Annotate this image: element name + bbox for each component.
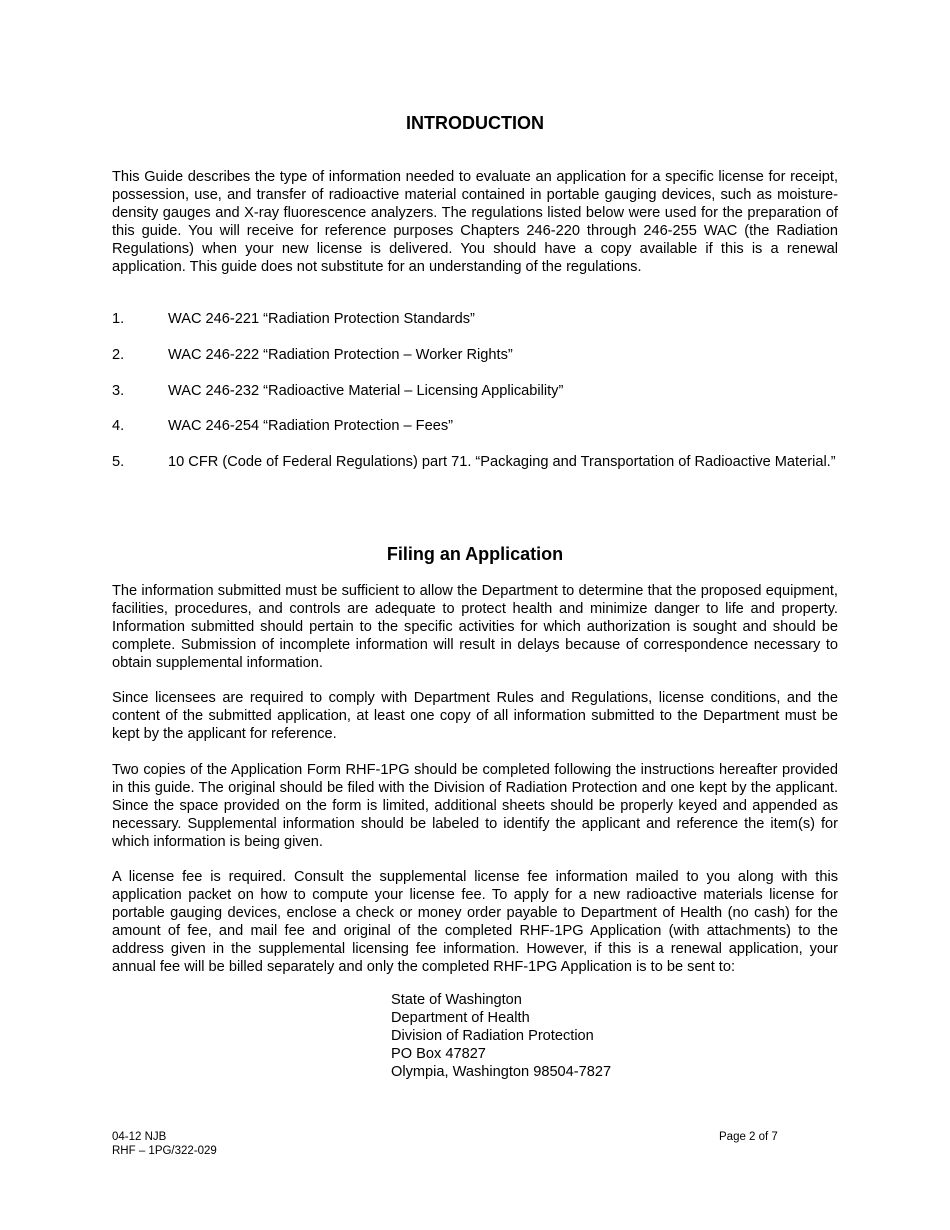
address-line: Olympia, Washington 98504-7827 <box>391 1063 612 1080</box>
list-item-number: 1. <box>112 311 125 327</box>
mailing-address <box>391 992 611 1082</box>
list-item <box>112 311 838 329</box>
footer-code-line: RHF – 1PG/322-029 <box>112 1145 217 1157</box>
list-item <box>112 347 838 365</box>
list-item-text: WAC 246-221 “Radiation Protection Standards” <box>168 311 475 327</box>
address-line: Department of Health <box>391 1009 530 1026</box>
list-item-text: WAC 246-254 “Radiation Protection – Fees” <box>168 418 453 435</box>
list-item-number: 5. <box>112 454 125 471</box>
filing-heading: Filing an Application <box>386 544 564 564</box>
page-number: Page 2 of 7 <box>719 1131 778 1143</box>
filing-paragraph-sufficiency: The information submitted must be sufficient to allow the Department to determine that the proposed equipment, facilities, procedures, and controls are adequate to protect health and minimize danger to life and property. Information submitted should pertain to the specific activities for which authorization is sought and should be complete. Submission of incomplete information will result in delays because of correspondence necessary to obtain supplemental information. <box>112 583 838 671</box>
introduction-paragraph: This Guide describes the type of information needed to evaluate an application for a specific license for receipt, possession, use, and transfer of radioactive material contained in portable gauging devices, such as moisture-density gauges and X-ray fluorescence analyzers. The regulations listed below were used for the preparation of this guide. You will receive for reference purposes Chapters 246-220 through 246-255 WAC (the Radiation Regulations) when your new license is delivered. You should have a copy available if this is a renewal application. This guide does not substitute for an understanding of the regulations. <box>112 169 838 275</box>
list-item <box>112 418 838 436</box>
list-item-text: WAC 246-232 “Radioactive Material – Licensing Applicability” <box>168 382 564 399</box>
footer-code-line: 04-12 NJB <box>112 1131 167 1143</box>
list-item-number: 2. <box>112 346 125 363</box>
address-line: State of Washington <box>391 992 522 1008</box>
regulations-list <box>112 311 838 490</box>
list-item-text: WAC 246-222 “Radiation Protection – Worker Rights” <box>168 346 513 363</box>
list-item-number: 3. <box>112 382 125 399</box>
list-item <box>112 454 838 472</box>
list-item <box>112 383 838 401</box>
address-line: Division of Radiation Protection <box>391 1027 594 1044</box>
footer-form-code <box>112 1130 217 1158</box>
address-line: PO Box 47827 <box>391 1045 486 1062</box>
list-item-text: 10 CFR (Code of Federal Regulations) part 71. “Packaging and Transportation of Radioactive Material.” <box>168 454 836 471</box>
filing-paragraph-license-fee: A license fee is required. Consult the supplemental license fee information mailed to you along with this application packet on how to compute your license fee. To apply for a new radioactive materials license for portable gauging devices, enclose a check or money order payable to Department of Health (no cash) for the amount of fee, and mail fee and original of the completed RHF-1PG Application (with attachments) to the address given in the supplemental licensing fee information. However, if this is a renewal application, your annual fee will be billed separately and only the completed RHF-1PG Application is to be sent to: <box>112 869 838 975</box>
filing-paragraph-copies-kept: Since licensees are required to comply with Department Rules and Regulations, license conditions, and the content of the submitted application, at least one copy of all information submitted to the Department must be kept by the applicant for reference. <box>112 690 838 742</box>
list-item-number: 4. <box>112 418 125 435</box>
introduction-heading: INTRODUCTION <box>406 113 544 133</box>
filing-paragraph-two-copies: Two copies of the Application Form RHF-1PG should be completed following the instructions hereafter provided in this guide. The original should be filed with the Division of Radiation Protection and one kept by the applicant. Since the space provided on the form is limited, additional sheets should be properly keyed and appended as necessary. Supplemental information should be labeled to identify the applicant and reference the item(s) for which information is being given. <box>112 762 838 850</box>
